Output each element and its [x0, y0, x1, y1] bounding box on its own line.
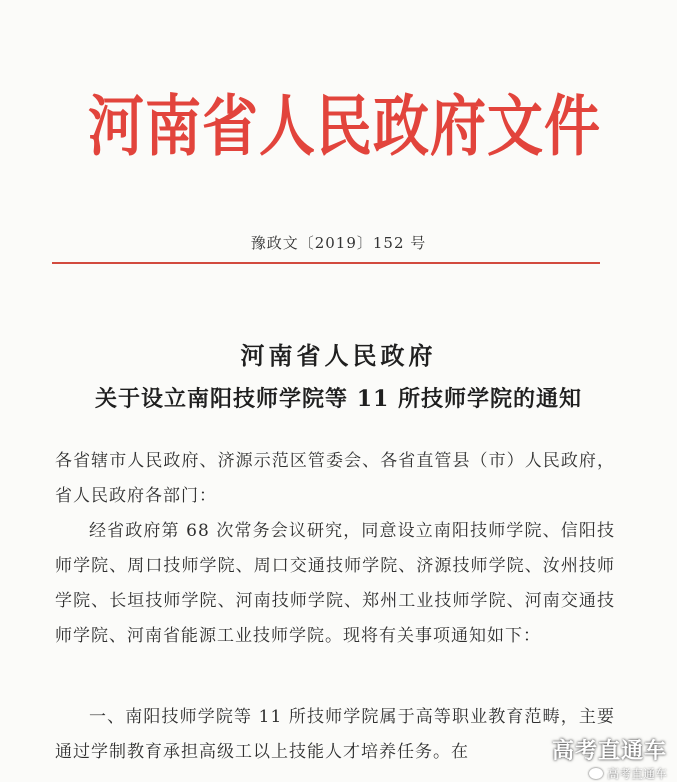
watermark-small-text: 高考直通车: [606, 767, 667, 781]
red-divider: [52, 262, 600, 264]
body-paragraph-1: 经省政府第 68 次常务会议研究，同意设立南阳技师学院、信阳技师学院、周口技师学院、周口交通技师学院、济源技师学院、汝州技师学院、长垣技师学院、河南技师学院、郑州工业技师学院、河南交通技师学院、河南省能源工业技师学院。现将有关事项通知如下：: [55, 521, 615, 646]
document-number: 豫政文〔2019〕152 号: [250, 234, 427, 252]
addressee-paragraph: 各省辖市人民政府、济源示范区管委会、各省直管县（市）人民政府，省人民政府各部门：: [55, 451, 615, 506]
masthead-title: 河南省人民政府文件: [88, 87, 601, 166]
wechat-icon: [589, 768, 603, 779]
notice-title-issuer: 河南省人民政府: [240, 341, 437, 370]
notice-title-subject: 关于设立南阳技师学院等 11 所技师学院的通知: [95, 386, 582, 412]
watermark-small: [552, 765, 667, 782]
watermark: [552, 734, 667, 782]
body-paragraph-2: 一、南阳技师学院等 11 所技师学院属于高等职业教育范畴，主要通过学制教育承担高级工以上技能人才培养任务。在: [55, 707, 615, 762]
watermark-big-text: 高考直通车: [551, 739, 667, 764]
